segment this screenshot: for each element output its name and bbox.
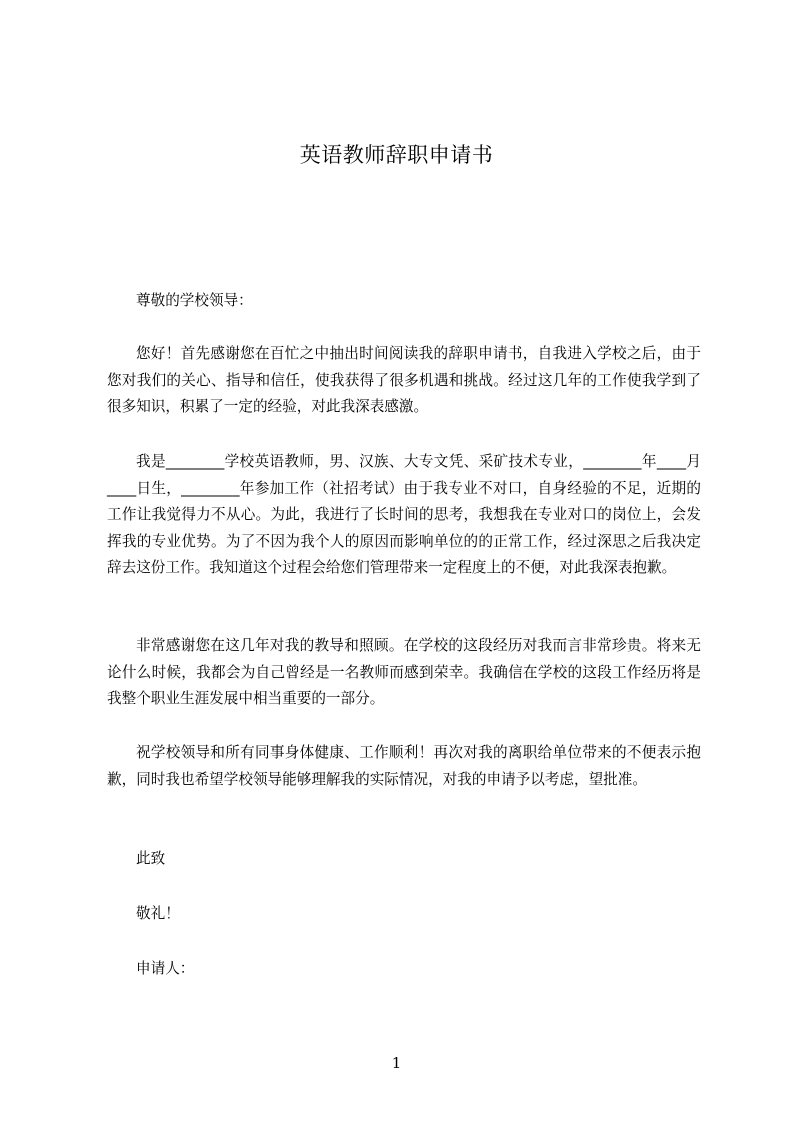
paragraph-gratitude <box>107 341 701 421</box>
paragraph-wishes <box>107 740 701 793</box>
salutation-text: 尊敬的学校领导： <box>136 292 253 309</box>
closing-greeting <box>107 846 701 873</box>
document-title: 英语教师辞职申请书 <box>299 143 494 167</box>
page-number: 1 <box>391 1054 402 1072</box>
paragraph-text: 您好！首先感谢您在百忙之中抽出时间阅读我的辞职申请书，自我进入学校之后，由于您对我们的关心、指导和信任，使我获得了很多机遇和挑战。经过这几年的工作使我学到了很多知识，积累了一定的经验，对此我深表感激。 <box>107 345 701 415</box>
salutation <box>107 288 701 315</box>
closing-salute <box>107 901 701 928</box>
paragraph-text: 祝学校领导和所有同事身体健康、工作顺利！再次对我的离职给单位带来的不便表示抱歉，同时我也希望学校领导能够理解我的实际情况，对我的申请予以考虑，望批准。 <box>107 744 701 788</box>
closing-text: 此致 <box>136 850 166 867</box>
applicant-label: 申请人： <box>136 960 195 977</box>
paragraph-text: 非常感谢您在这几年对我的教导和照顾。在学校的这段经历对我而言非常珍贵。将来无论什么时候，我都会为自己曾经是一名教师而感到荣幸。我确信在学校的这段工作经历将是我整个职业生涯发展中相当重要的一部分。 <box>107 637 701 707</box>
paragraph-thanks <box>107 633 701 713</box>
paragraph-resignation-reason <box>107 449 701 582</box>
paragraph-text: 我是________学校英语教师，男、汉族、大专文凭、采矿技术专业，________年____月____日生，________年参加工作（社招考试）由于我专业不对口，自身经验的不足，近期的工作让我觉得力不从心。为此，我进行了长时间的思考，我想我在专业对口的岗位上，会发挥我的专业优势。为了不因为我个人的原因而影响单位的的正常工作，经过深思之后我决定辞去这份工作。我知道这个过程会给您们管理带来一定程度上的不便，对此我深表抱歉。 <box>107 453 701 576</box>
applicant-signature-line <box>107 956 701 983</box>
closing-text: 敬礼！ <box>136 905 180 922</box>
